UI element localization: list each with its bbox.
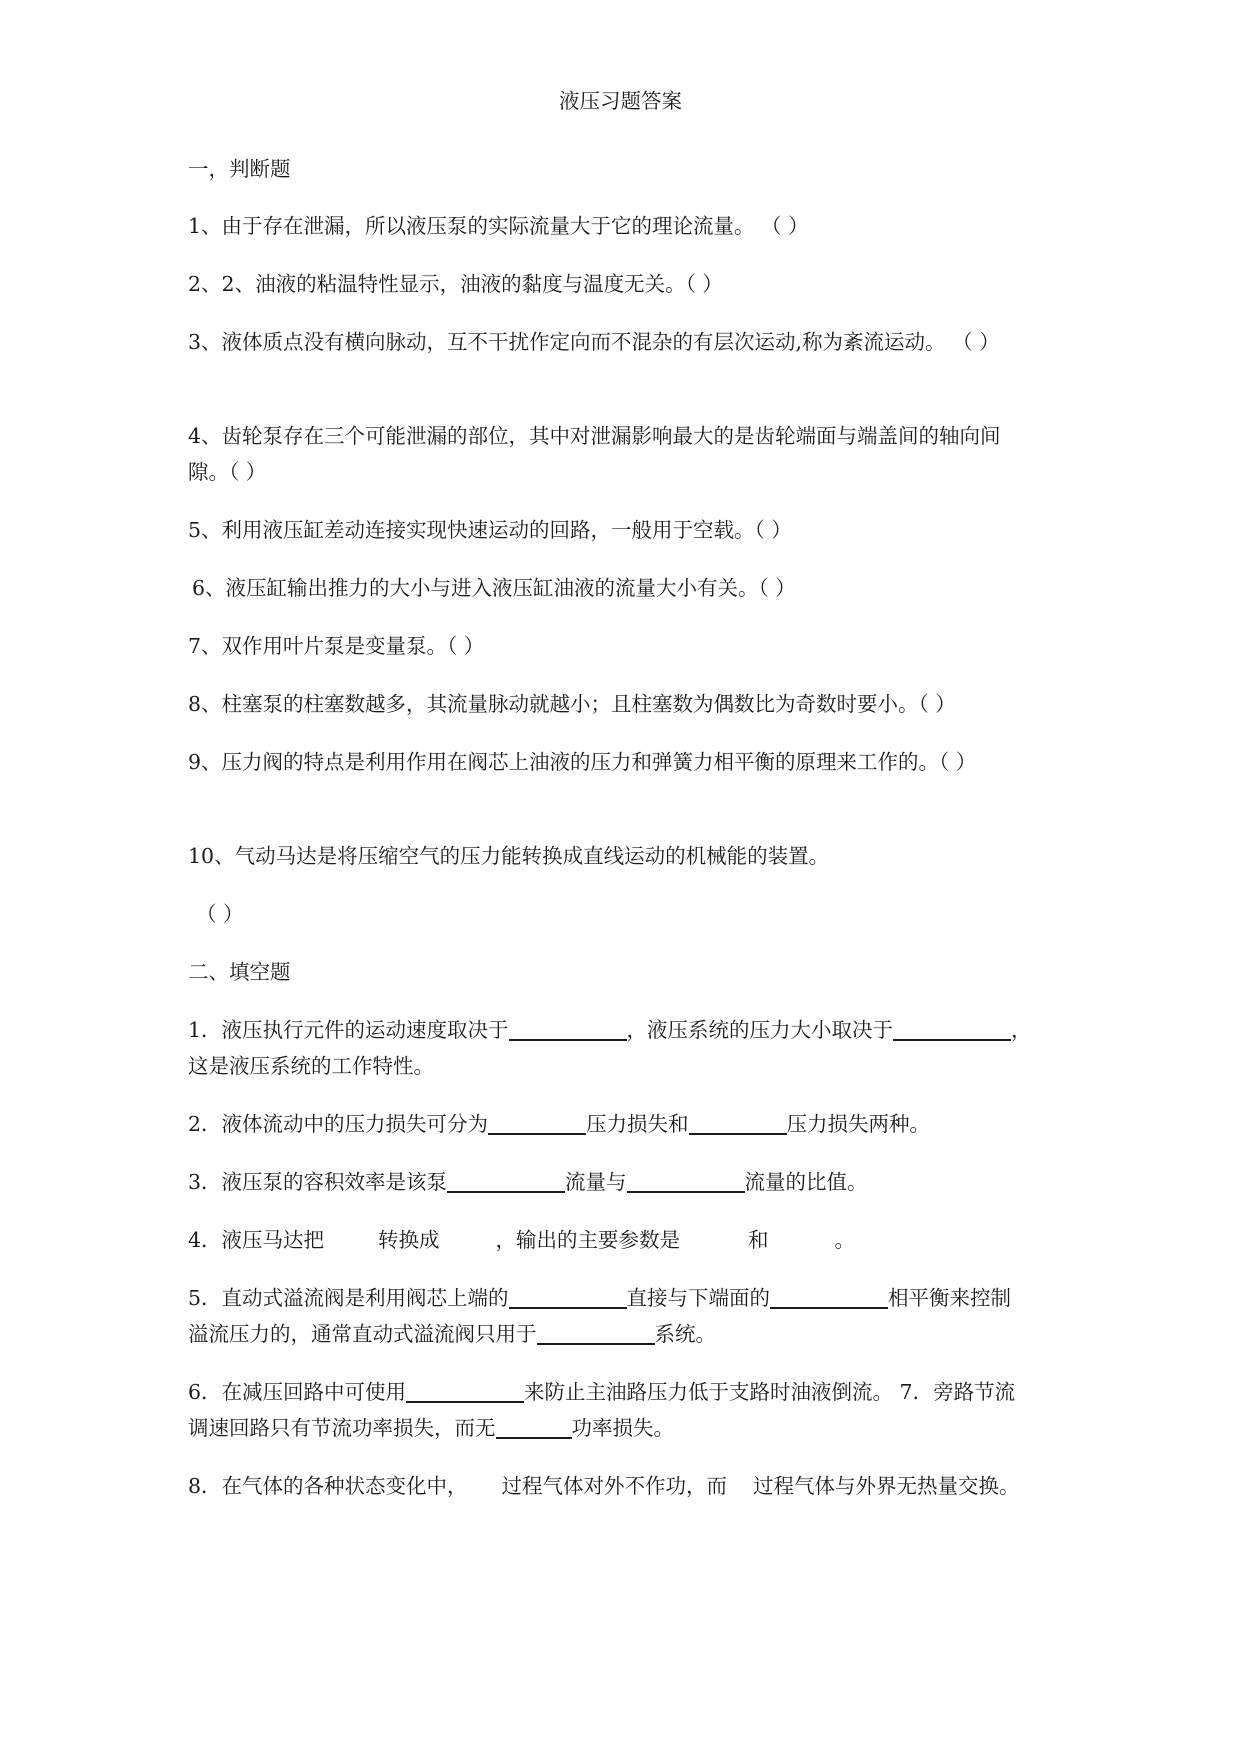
question-4-line-2: 隙。（ ） [188, 460, 267, 484]
section-heading-true-false: 一，判断题 [188, 157, 291, 181]
fill-1-text-c: ， [1011, 1018, 1032, 1042]
fill-question-8 [188, 1472, 1020, 1500]
fill-4-text-d: 和 [748, 1228, 769, 1252]
fill-2-text-c: 压力损失两种。 [786, 1112, 931, 1136]
fill-question-4 [188, 1226, 855, 1254]
question-10-line-2: （ ） [196, 902, 244, 926]
fill-8-text-a: 8．在气体的各种状态变化中， [188, 1474, 468, 1498]
answer-blank [770, 1287, 888, 1309]
section-heading-fill-blank: 二、填空题 [188, 960, 291, 984]
fill-5-text-d: 溢流压力的，通常直动式溢流阀只用于 [188, 1322, 537, 1346]
answer-blank [893, 1019, 1011, 1041]
answer-blank [488, 1113, 586, 1135]
fill-question-2 [188, 1110, 930, 1138]
fill-4-text-e: 。 [834, 1228, 856, 1252]
question-10-line-1: 10、气动马达是将压缩空气的压力能转换成直线运动的机械能的装置。 [188, 844, 830, 868]
fill-question-5-line-2 [188, 1320, 716, 1348]
fill-3-text-b: 流量与 [565, 1170, 627, 1194]
question-7: 7、双作用叶片泵是变量泵。（ ） [188, 634, 485, 658]
answer-blank [627, 1171, 745, 1193]
fill-6-text-a: 6．在减压回路中可使用 [188, 1380, 407, 1404]
fill-question-5 [188, 1284, 1011, 1312]
fill-8-text-c: 过程气体与外界无热量交换。 [753, 1474, 1020, 1498]
fill-5-text-e: 系统。 [654, 1322, 716, 1346]
fill-7-text-b: 功率损失。 [571, 1416, 674, 1440]
question-3: 3、液体质点没有横向脉动，互不干扰作定向而不混杂的有层次运动,称为紊流运动。 （ ） [188, 330, 1000, 354]
answer-blank [689, 1113, 787, 1135]
question-5: 5、利用液压缸差动连接实现快速运动的回路，一般用于空载。（ ） [188, 518, 792, 542]
question-8: 8、柱塞泵的柱塞数越多，其流量脉动就越小；且柱塞数为偶数比为奇数时要小。（ ） [188, 692, 956, 716]
question-2: 2、2、油液的粘温特性显示，油液的黏度与温度无关。（ ） [188, 272, 723, 296]
fill-question-6 [188, 1378, 1015, 1406]
fill-6-text-b: 来防止主油路压力低于支路时油液倒流。 7．旁路节流 [524, 1380, 1016, 1404]
fill-question-3 [188, 1168, 868, 1196]
fill-7-text-a: 调速回路只有节流功率损失，而无 [188, 1416, 496, 1440]
fill-1-text-a: 1．液压执行元件的运动速度取决于 [188, 1018, 509, 1042]
document-title: 液压习题答案 [559, 89, 682, 113]
answer-blank [447, 1171, 565, 1193]
question-6: 6、液压缸输出推力的大小与进入液压缸油液的流量大小有关。（ ） [192, 576, 796, 600]
fill-4-text-c: ，输出的主要参数是 [495, 1228, 681, 1252]
fill-3-text-c: 流量的比值。 [744, 1170, 868, 1194]
answer-blank [406, 1381, 524, 1403]
fill-2-text-b: 压力损失和 [586, 1112, 689, 1136]
fill-question-1 [188, 1016, 1032, 1044]
answer-blank [496, 1417, 572, 1439]
fill-1-text-b: ，液压系统的压力大小取决于 [626, 1018, 894, 1042]
fill-4-text-b: 转换成 [378, 1228, 440, 1252]
question-1: 1、由于存在泄漏，所以液压泵的实际流量大于它的理论流量。 （ ） [188, 214, 809, 238]
fill-8-text-b: 过程气体对外不作功，而 [501, 1474, 728, 1498]
fill-4-text-a: 4．液压马达把 [188, 1228, 325, 1252]
fill-question-1-line-2: 这是液压系统的工作特性。 [188, 1054, 434, 1078]
fill-3-text-a: 3．液压泵的容积效率是该泵 [188, 1170, 448, 1194]
question-4-line-1: 4、齿轮泵存在三个可能泄漏的部位，其中对泄漏影响最大的是齿轮端面与端盖间的轴向间 [188, 424, 1001, 448]
fill-5-text-b: 直接与下端面的 [626, 1286, 771, 1310]
fill-question-7 [188, 1414, 674, 1442]
fill-5-text-a: 5．直动式溢流阀是利用阀芯上端的 [188, 1286, 509, 1310]
answer-blank [509, 1287, 627, 1309]
answer-blank [509, 1019, 627, 1041]
question-9: 9、压力阀的特点是利用作用在阀芯上油液的压力和弹簧力相平衡的原理来工作的。（ ） [188, 750, 977, 774]
fill-2-text-a: 2．液体流动中的压力损失可分为 [188, 1112, 489, 1136]
answer-blank [537, 1323, 655, 1345]
fill-5-text-c: 相平衡来控制 [888, 1286, 1012, 1310]
